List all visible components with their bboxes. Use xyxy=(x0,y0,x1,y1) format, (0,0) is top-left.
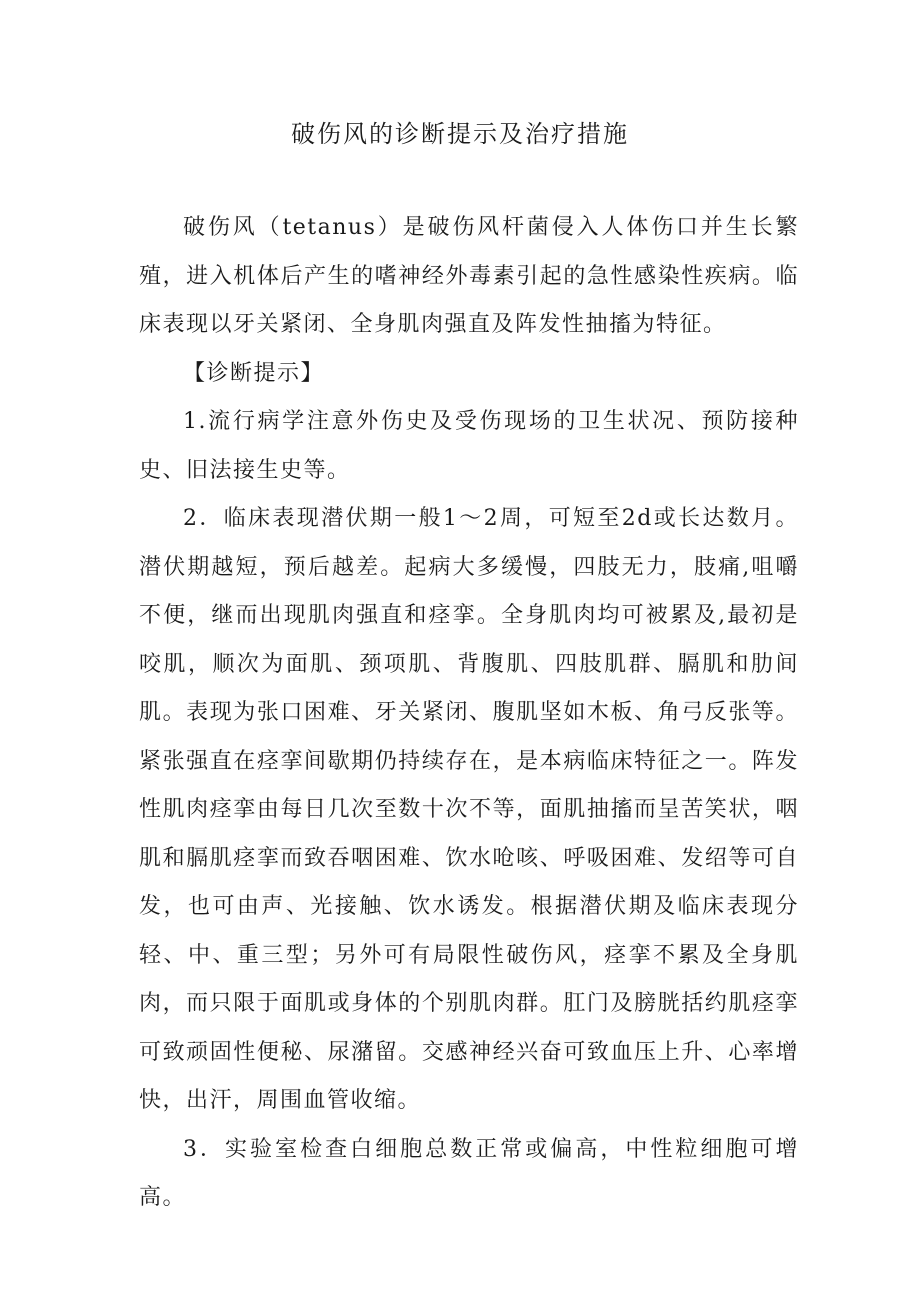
document-title: 破伤风的诊断提示及治疗措施 xyxy=(291,120,629,148)
diagnosis-item-2: 2．临床表现潜伏期一般1～2周，可短至2d或长达数月。潜伏期越短，预后越差。起病大多缓慢，四肢无力，肢痛,咀嚼不便，继而出现肌肉强直和痉挛。全身肌肉均可被累及,最初是咬肌，顺次为面肌、颈项肌、背腹肌、四肢肌群、膈肌和肋间肌。表现为张口困难、牙关紧闭、腹肌坚如木板、角弓反张等。紧张强直在痉挛间歇期仍持续存在，是本病临床特征之一。阵发性肌肉痉挛由每日几次至数十次不等，面肌抽搐而呈苦笑状，咽肌和膈肌痉挛而致吞咽困难、饮水呛咳、呼吸困难、发绍等可自发，也可由声、光接触、饮水诱发。根据潜伏期及临床表现分轻、中、重三型；另外可有局限性破伤风，痉挛不累及全身肌肉，而只限于面肌或身体的个别肌肉群。肛门及膀胱括约肌痉挛可致顽固性便秘、尿潴留。交感神经兴奋可致血压上升、心率增快，出汗，周围血管收缩。 xyxy=(139,506,799,1113)
diagnosis-item-1: 1.流行病学注意外伤史及受伤现场的卫生状况、预防接种史、旧法接生史等。 xyxy=(139,409,799,483)
diagnosis-heading: 【诊断提示】 xyxy=(183,360,325,386)
document-body xyxy=(139,204,799,1223)
intro-paragraph: 破伤风（tetanus）是破伤风杆菌侵入人体伤口并生长繁殖，进入机体后产生的嗜神经外毒素引起的急性感染性疾病。临床表现以牙关紧闭、全身肌肉强直及阵发性抽搐为特征。 xyxy=(139,215,799,337)
diagnosis-item-3: 3．实验室检查白细胞总数正常或偏高，中性粒细胞可增高。 xyxy=(139,1136,799,1210)
